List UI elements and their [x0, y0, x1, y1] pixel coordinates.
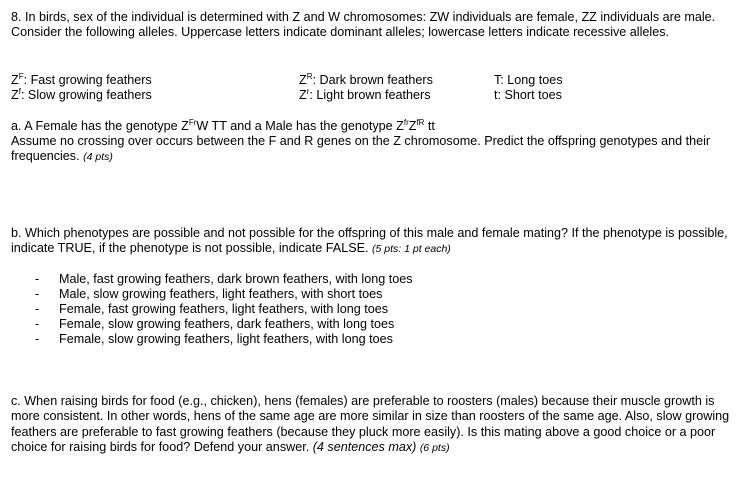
allele-light-brown: $Z^r$: Light brown feathers [299, 86, 431, 102]
part-a-question: Assume no crossing over occurs between the F and R genes on the Z chromosome. Predict the offspring genotypes and their frequencies. (4 pts) [11, 134, 711, 164]
bullet-dash: - [35, 287, 40, 301]
allele-fast: $Z^F$: Fast growing feathers [11, 71, 152, 87]
part-b-question: b. Which phenotypes are possible and not possible for the offspring of this male and female mating? If the phenotype is possible, indicate TRUE, if the phenotype is not possible, indicate FALSE. (5 pts: 1 pt each) [11, 226, 728, 256]
allele-slow: $Z^f$: Slow growing feathers [11, 86, 152, 102]
bullet-dash: - [35, 317, 40, 331]
bullet-dash: - [35, 332, 40, 346]
part-a-genotypes: a. A Female has the genotype $Z^{Fr}W$ TT and a Male has the genotype $Z^{fr}Z^{fR}$ tt [11, 117, 435, 133]
bullet-dash: - [35, 272, 40, 286]
part-c-points: (6 pts) [419, 441, 450, 454]
part-c-question: c. When raising birds for food (e.g., chicken), hens (females) are preferable to roosters (males) because their muscle growth is more consistent. In other words, hens of the same age are more similar in size than roosters of the same age. Also, slow growing feathers are preferable to fast growing feathers (because they pluck more easily). Is this mating above a good choice or a poor choice for raising birds for food? Defend your answer. (4 sentences max) (6 pts) [11, 394, 730, 454]
allele-long-toes: T: Long toes [494, 73, 563, 87]
bullet-dash: - [35, 302, 40, 316]
part-c-emphasis: (4 sentences max) [312, 439, 417, 454]
allele-dark-brown: $Z^R$: Dark brown feathers [299, 71, 433, 87]
part-a-points: (4 pts) [83, 151, 113, 164]
part-b-points: (5 pts: 1 pt each) [372, 243, 451, 256]
question-intro: 8. In birds, sex of the individual is determined with Z and W chromosomes: ZW individuals are female, ZZ individuals are male. Consider the following alleles. Uppercase letters indicate dominant alleles; lowercase letters indicate recessive alleles. [11, 10, 716, 40]
allele-short-toes: t: Short toes [494, 88, 562, 102]
